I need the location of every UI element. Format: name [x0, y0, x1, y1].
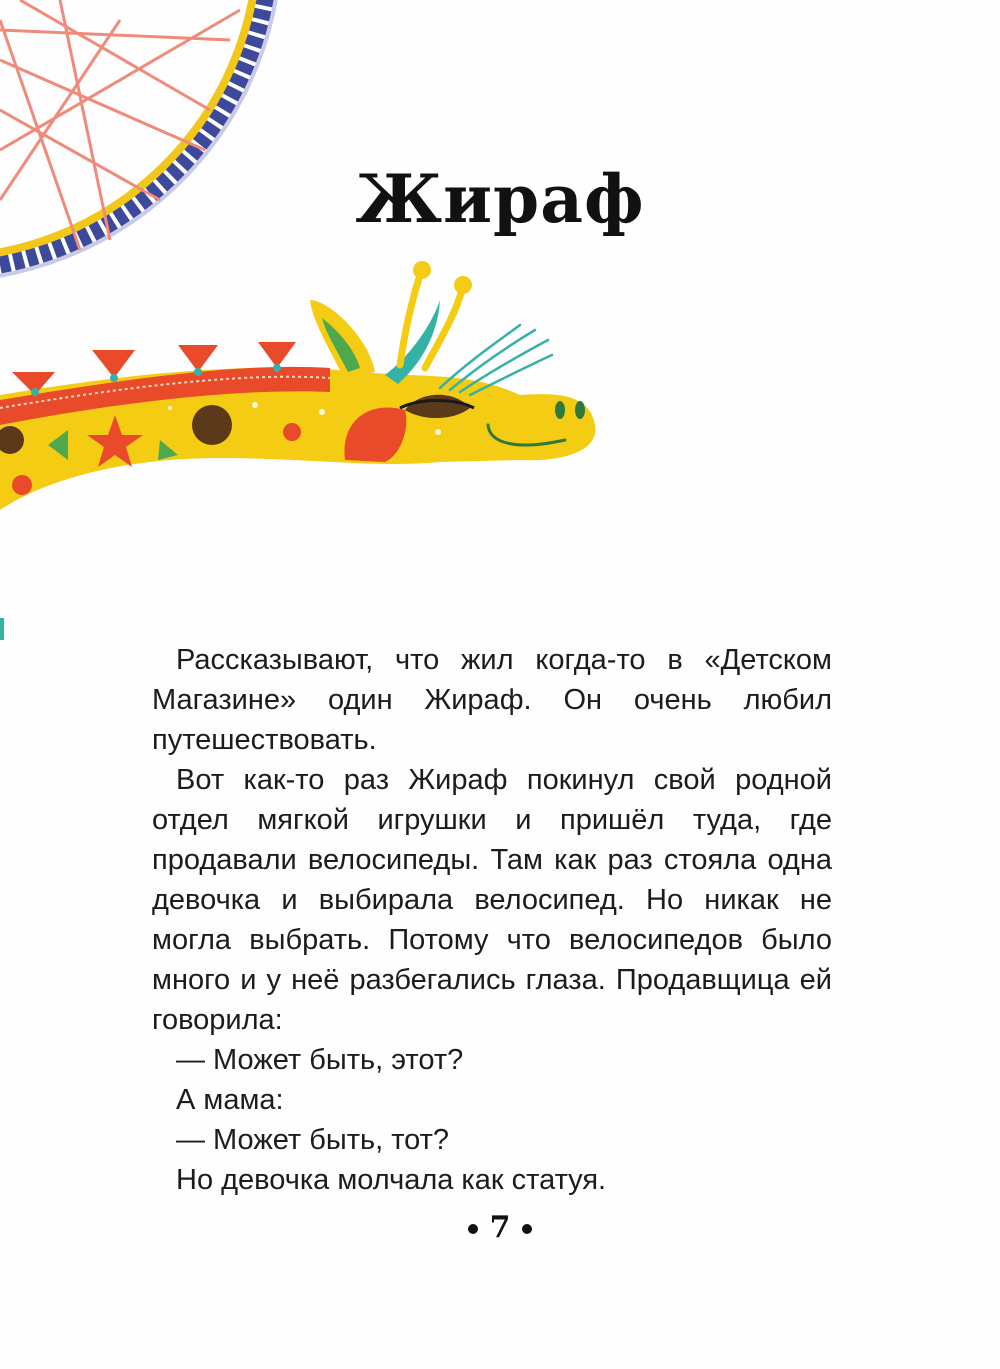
margin-decoration	[0, 618, 4, 640]
story-paragraph: Рассказывают, что жил когда-то в «Детском Магазине» один Жираф. Он очень любил путешествовать.	[152, 644, 832, 756]
dialog-line: А мама:	[176, 1084, 284, 1116]
story-paragraph: Но девочка молчала как статуя.	[176, 1164, 607, 1196]
dialog-line: — Может быть, этот?	[176, 1044, 464, 1076]
bullet-icon	[522, 1224, 532, 1234]
story-paragraph: Вот как-то раз Жираф покинул свой родной отдел мягкой игрушки и пришёл туда, где продавали велосипеды. Там как раз стояла одна девочка и выбирала велосипед. Но никак не могла выбрать. Потому что велосипедов было много и у неё разбегались глаза. Продавщица ей говорила:	[152, 764, 832, 1036]
dialog-line: — Может быть, тот?	[176, 1124, 450, 1156]
chapter-title: Жираф	[355, 160, 645, 238]
bullet-icon	[468, 1224, 478, 1234]
giraffe-bicycle-illustration	[0, 0, 1000, 620]
page-number-footer	[0, 1210, 1000, 1245]
giraffe-icon	[0, 261, 595, 510]
page-number: 7	[489, 1210, 511, 1245]
bicycle-wheel-icon	[0, 0, 281, 281]
story-text	[152, 640, 832, 1200]
